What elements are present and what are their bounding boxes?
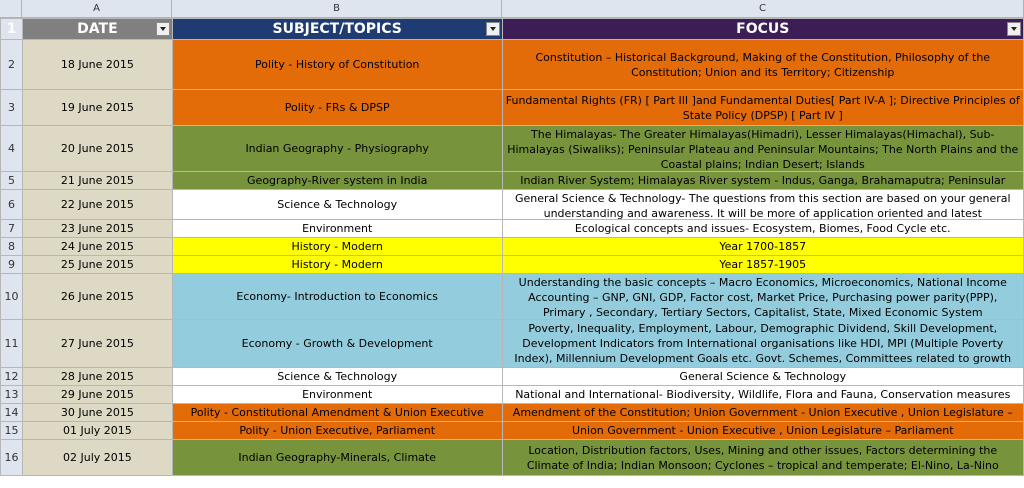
date-cell[interactable]: 20 June 2015 [22,126,172,172]
subject-cell[interactable]: Polity - History of Constitution [172,40,502,90]
table-row [1,40,1024,90]
table-row [1,190,1024,220]
focus-text: Location, Distribution factors, Uses, Mining and other issues, Factors determining the Climate of India; Indian Monsoon; Cyclones – tropical and temperate; El-Nino, La-Nino [526,443,999,472]
table-row [1,90,1024,126]
header-subject[interactable] [172,19,502,40]
subject-cell[interactable]: History - Modern [172,256,502,274]
date-cell[interactable]: 28 June 2015 [22,368,172,386]
date-cell[interactable]: 19 June 2015 [22,90,172,126]
focus-cell[interactable] [502,238,1023,256]
subject-cell[interactable]: Indian Geography-Minerals, Climate [172,440,502,476]
date-cell[interactable]: 02 July 2015 [22,440,172,476]
row-number[interactable]: 4 [1,126,23,172]
row-number[interactable]: 16 [1,440,23,476]
focus-text: Understanding the basic concepts – Macro Economics, Microeconomics, National Income Accounting – GNP, GNI, GDP, Factor cost, Market Price, Purchasing power parity(PPP), Primary , Secondary, Tertiary Sectors, Capitalist, State, Mixed Economic System [518,275,1007,319]
table-row [1,126,1024,172]
table-row [1,274,1024,320]
subject-cell[interactable]: Environment [172,386,502,404]
subject-cell[interactable]: Polity - FRs & DPSP [172,90,502,126]
table-row [1,320,1024,368]
date-cell[interactable]: 27 June 2015 [22,320,172,368]
date-cell[interactable]: 22 June 2015 [22,190,172,220]
table-row [1,220,1024,238]
subject-cell[interactable]: Polity - Union Executive, Parliament [172,422,502,440]
subject-cell[interactable]: Science & Technology [172,190,502,220]
filter-dropdown-icon[interactable] [156,22,170,36]
row-number[interactable]: 14 [1,404,23,422]
focus-text: Year 1857-1905 [719,258,807,271]
focus-text: The Himalayas- The Greater Himalayas(Himadri), Lesser Himalayas(Himachal), Sub-Himalayas (Siwaliks); Peninsular Plateau and Peninsular Mountains; The North Plains and the Coastal plains; Indian Desert; Islands [507,127,1019,171]
focus-cell[interactable] [502,422,1023,440]
row-number[interactable]: 7 [1,220,23,238]
column-header-b[interactable]: B [172,0,502,18]
focus-text: Union Government - Union Executive , Union Legislature – Parliament [571,424,954,437]
column-header-a[interactable]: A [22,0,172,18]
row-number[interactable]: 5 [1,172,23,190]
header-date-label: DATE [77,21,118,37]
header-row [1,19,1024,40]
data-table [0,18,1024,476]
row-number[interactable]: 6 [1,190,23,220]
focus-cell[interactable] [502,172,1023,190]
table-row [1,256,1024,274]
row-number[interactable]: 3 [1,90,23,126]
row-number[interactable]: 12 [1,368,23,386]
focus-text: Fundamental Rights (FR) [ Part III ]and Fundamental Duties[ Part IV-A ]; Directive Principles of State Policy (DPSP) [ Part IV ] [505,93,1020,122]
header-focus-label: FOCUS [736,20,790,37]
focus-text: Amendment of the Constitution; Union Government - Union Executive , Union Legislature – [512,405,1013,419]
focus-cell[interactable] [502,404,1023,422]
date-cell[interactable]: 01 July 2015 [22,422,172,440]
focus-text: General Science & Technology [679,370,847,383]
focus-cell[interactable] [502,368,1023,386]
subject-cell[interactable]: Science & Technology [172,368,502,386]
select-all-corner[interactable] [0,0,22,18]
focus-cell[interactable] [502,440,1023,476]
focus-cell[interactable] [502,190,1023,220]
focus-cell[interactable] [502,386,1023,404]
filter-dropdown-icon[interactable] [486,22,500,36]
focus-text: Indian River System; Himalayas River system - Indus, Ganga, Brahamaputra; Peninsular [520,173,1006,187]
focus-text: Ecological concepts and issues- Ecosystem, Biomes, Food Cycle etc. [574,222,951,235]
table-row [1,368,1024,386]
row-number[interactable]: 13 [1,386,23,404]
header-subject-label: SUBJECT/TOPICS [272,21,402,37]
focus-text: General Science & Technology- The questions from this section are based on your general understanding and awareness. It will be more of application oriented and latest [514,191,1011,219]
subject-cell[interactable]: Geography-River system in India [172,172,502,190]
focus-text: Poverty, Inequality, Employment, Labour, Demographic Dividend, Skill Development, Development Indicators from International organisations like HDI, MPI (Multiple Poverty Index), Millennium Development Goals etc. Govt. Schemes, Committees related to growth [514,321,1012,365]
subject-cell[interactable]: Economy- Introduction to Economics [172,274,502,320]
focus-cell[interactable] [502,90,1023,126]
table-row [1,422,1024,440]
focus-text: National and International- Biodiversity, Wildlife, Flora and Fauna, Conservation measures [515,388,1011,401]
focus-text: Year 1700-1857 [719,240,807,253]
row-number[interactable]: 2 [1,40,23,90]
date-cell[interactable]: 24 June 2015 [22,238,172,256]
date-cell[interactable]: 26 June 2015 [22,274,172,320]
date-cell[interactable]: 21 June 2015 [22,172,172,190]
table-row [1,386,1024,404]
focus-cell[interactable] [502,256,1023,274]
date-cell[interactable]: 23 June 2015 [22,220,172,238]
row-number[interactable]: 10 [1,274,23,320]
subject-cell[interactable]: Environment [172,220,502,238]
date-cell[interactable]: 18 June 2015 [22,40,172,90]
subject-cell[interactable]: History - Modern [172,238,502,256]
column-header-c[interactable]: C [502,0,1024,18]
row-number[interactable]: 8 [1,238,23,256]
focus-cell[interactable] [502,220,1023,238]
focus-cell[interactable] [502,126,1023,172]
date-cell[interactable]: 30 June 2015 [22,404,172,422]
subject-cell[interactable]: Economy - Growth & Development [172,320,502,368]
date-cell[interactable]: 25 June 2015 [22,256,172,274]
row-number[interactable]: 11 [1,320,23,368]
focus-cell[interactable] [502,320,1023,368]
table-row [1,238,1024,256]
table-row [1,440,1024,476]
table-row [1,172,1024,190]
focus-text: Constitution – Historical Background, Making of the Constitution, Philosophy of the Constitution; Union and its Territory; Citizenship [535,50,991,79]
subject-cell[interactable]: Polity - Constitutional Amendment & Union Executive [172,404,502,422]
focus-cell[interactable] [502,40,1023,90]
row-number[interactable]: 1 [1,19,23,40]
subject-cell[interactable]: Indian Geography - Physiography [172,126,502,172]
table-row [1,404,1024,422]
header-date[interactable] [22,19,172,40]
focus-cell[interactable] [502,274,1023,320]
header-focus[interactable] [502,19,1023,40]
row-number[interactable]: 9 [1,256,23,274]
row-number[interactable]: 15 [1,422,23,440]
filter-dropdown-icon[interactable] [1007,22,1021,36]
date-cell[interactable]: 29 June 2015 [22,386,172,404]
